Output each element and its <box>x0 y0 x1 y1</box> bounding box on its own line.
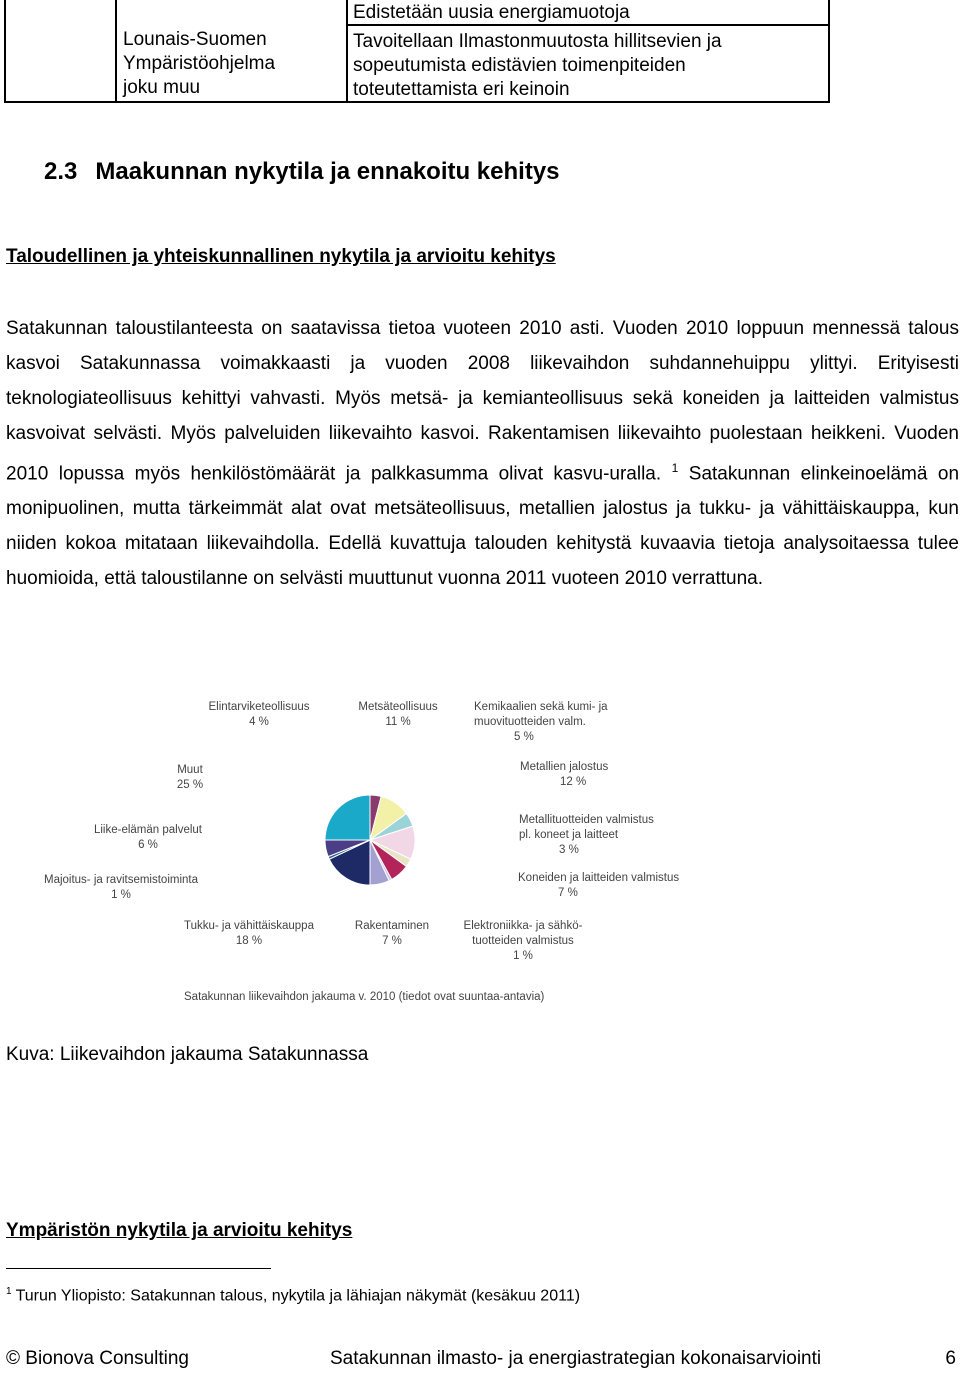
slice-percent-label: 4 % <box>249 716 269 728</box>
section-number: 2.3 <box>44 158 78 185</box>
paragraph-part1: Satakunnan taloustilanteesta on saatavissa tietoa vuoteen 2010 asti. Vuoden 2010 loppuun mennessä talous kasvoi Satakunnassa voimakkaasti ja vuoden 2008 liikevaihdon suhdannehuippu ylittyi. Erityisesti teknologiateollisuus kehittyi vahvasti. Myös metsä- ja kemianteollisuus sekä koneiden ja laitteiden valmistus kasvoivat selvästi. Myös palveluiden liikevaihto kasvoi. Rakentamisen liikevaihto puolestaan heikkeni. Vuoden 2010 lopussa myös henkilöstömäärät ja palkkasumma olivat kasvu-uralla. <box>6 318 959 485</box>
subheading-environment: Ympäristön nykytila ja arvioitu kehitys <box>6 1220 353 1241</box>
slice-name-label: Muut <box>177 764 203 776</box>
footnote <box>6 1286 580 1305</box>
program-line: joku muu <box>123 77 201 98</box>
subheading-economy: Taloudellinen ja yhteiskunnallinen nykytila ja arvioitu kehitys <box>6 246 556 267</box>
slice-name-label: pl. koneet ja laitteet <box>519 829 619 841</box>
slice-percent-label: 1 % <box>513 950 533 962</box>
slice-percent-label: 5 % <box>514 731 534 743</box>
footer-title: Satakunnan ilmasto- ja energiastrategian kokonaisarviointi <box>330 1348 822 1369</box>
slice-percent-label: 7 % <box>558 887 578 899</box>
program-line: Lounais-Suomen <box>123 29 267 50</box>
footnote-reference[interactable]: 1 <box>671 461 679 475</box>
section-title: Maakunnan nykytila ja ennakoitu kehitys <box>95 158 560 185</box>
section-heading <box>44 158 560 186</box>
slice-percent-label: 18 % <box>235 935 263 947</box>
slice-name-label: muovituotteiden valm. <box>474 716 586 728</box>
program-line: Ympäristöohjelma <box>123 53 276 74</box>
slice-name-label: Elektroniikka- ja sähkö- <box>463 920 583 932</box>
slice-name-label: Koneiden ja laitteiden valmistus <box>518 872 680 884</box>
top-row-cell: Edistetään uusia energiamuotoja <box>348 0 828 26</box>
strategy-table <box>4 0 830 103</box>
slice-percent-label: 3 % <box>559 844 579 856</box>
slice-name-label: Metallien jalostus <box>520 761 609 773</box>
slice-percent-label: 12 % <box>560 776 587 788</box>
page-footer <box>6 1348 956 1374</box>
pie-chart <box>0 690 960 1010</box>
slice-percent-label: 25 % <box>176 779 204 791</box>
goal-line: sopeutumista edistävien toimenpiteiden <box>353 55 686 76</box>
slice-name-label: Liike-elämän palvelut <box>93 824 203 836</box>
slice-percent-label: 1 % <box>111 889 131 901</box>
slice-name-label: Majoitus- ja ravitsemistoiminta <box>43 874 199 886</box>
slice-name-label: Kemikaalien sekä kumi- ja <box>474 701 608 713</box>
pie-slice <box>325 795 370 840</box>
pie-slices <box>325 795 415 885</box>
figure-caption: Kuva: Liikevaihdon jakauma Satakunnassa <box>6 1044 369 1065</box>
goal-line: Tavoitellaan Ilmastonmuutosta hillitsevien ja <box>353 31 722 52</box>
slice-name-label: tuotteiden valmistus <box>472 935 574 947</box>
slice-name-label: Rakentaminen <box>354 920 430 932</box>
footnote-divider <box>6 1268 271 1269</box>
body-paragraph <box>6 311 959 596</box>
paragraph-part2: Satakunnan elinkeinoelämä on monipuolinen, mutta tärkeimmät alat ovat metsäteollisuus, metallien jalostus ja tukku- ja vähittäiskauppa, kun niiden kokoa mitataan liikevaihdolla. Edellä kuvattuja talouden kehitystä kuvaavia tietoja analysoitaessa tulee huomioida, että taloustilanne on selvästi muuttunut vuonna 2011 vuoteen 2010 verrattuna. <box>6 463 960 590</box>
slice-name-label: Metallituotteiden valmistus <box>519 814 654 826</box>
footnote-text: Turun Yliopisto: Satakunnan talous, nykytila ja lähiajan näkymät (kesäkuu 2011) <box>15 1287 581 1305</box>
footer-copyright: © Bionova Consulting <box>6 1348 189 1369</box>
page-number: 6 <box>945 1348 956 1369</box>
slice-percent-label: 7 % <box>382 935 402 947</box>
slice-percent-label: 6 % <box>138 839 158 851</box>
goal-line: toteutettamista eri keinoin <box>353 79 570 100</box>
footnote-number: 1 <box>6 1286 12 1297</box>
chart-source-note: Satakunnan liikevaihdon jakauma v. 2010 (tiedot ovat suuntaa-antavia) <box>184 991 545 1003</box>
slice-percent-label: 11 % <box>385 716 411 728</box>
slice-name-label: Elintarviketeollisuus <box>208 701 310 713</box>
goal-cell <box>348 28 773 102</box>
table-empty-cell <box>6 0 117 101</box>
program-cell <box>117 0 348 101</box>
slice-name-label: Tukku- ja vähittäiskauppa <box>184 920 314 932</box>
slice-name-label: Metsäteollisuus <box>358 701 438 713</box>
